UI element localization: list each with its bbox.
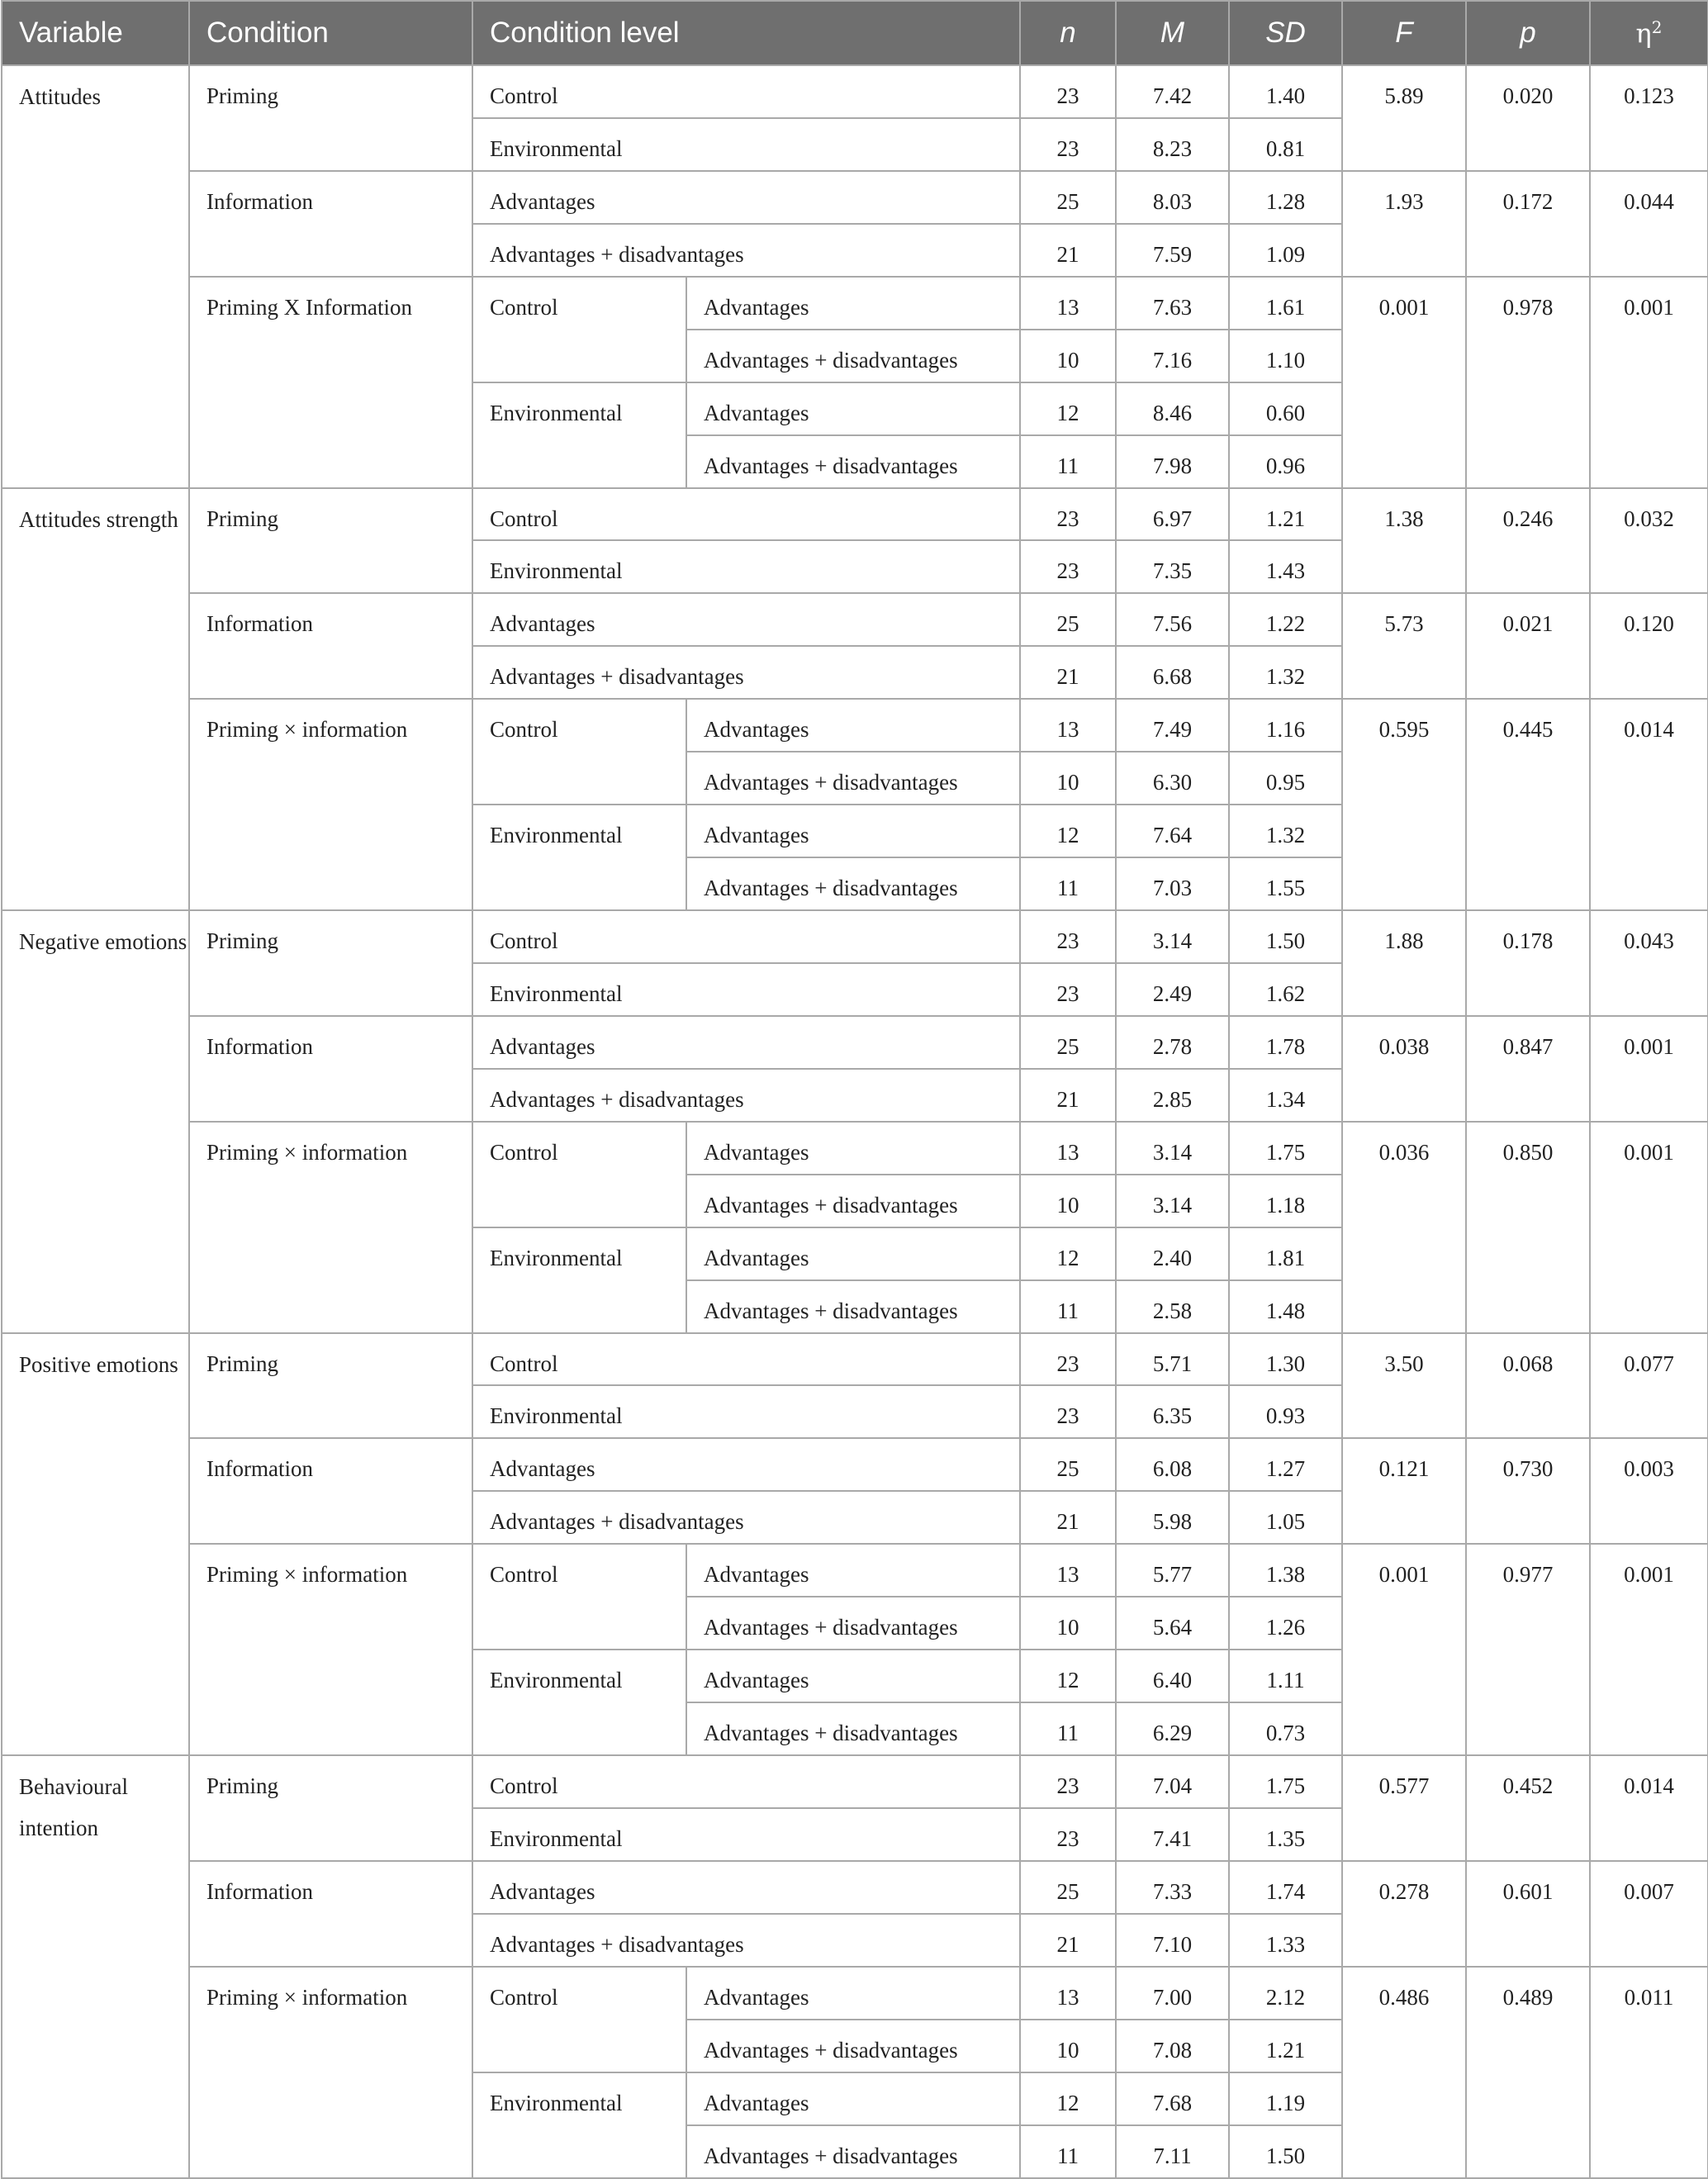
mean-value: 5.98 (1116, 1491, 1229, 1544)
condition-level: Advantages + disadvantages (472, 224, 1020, 277)
n-value: 10 (1020, 1175, 1116, 1227)
eta-squared-value: 0.007 (1590, 1861, 1708, 1967)
mean-value: 8.03 (1116, 171, 1229, 224)
n-value: 25 (1020, 1016, 1116, 1069)
condition-name: Priming (189, 910, 472, 1016)
condition-sublevel: Advantages + disadvantages (686, 330, 1020, 382)
sd-value: 1.75 (1229, 1755, 1342, 1808)
eta-squared-value: 0.044 (1590, 171, 1708, 277)
table-row (2, 65, 1708, 118)
variable-name: Positive emotions (2, 1333, 189, 1756)
condition-level: Environmental (472, 382, 686, 488)
mean-value: 7.98 (1116, 435, 1229, 488)
n-value: 10 (1020, 330, 1116, 382)
sd-value: 1.28 (1229, 171, 1342, 224)
mean-value: 7.63 (1116, 277, 1229, 330)
p-value: 0.020 (1466, 65, 1590, 171)
condition-level: Environmental (472, 540, 1020, 593)
n-value: 23 (1020, 540, 1116, 593)
p-value: 0.246 (1466, 488, 1590, 594)
mean-value: 7.41 (1116, 1808, 1229, 1861)
sd-value: 0.73 (1229, 1702, 1342, 1755)
eta-squared-value: 0.001 (1590, 277, 1708, 488)
sd-value: 0.81 (1229, 118, 1342, 171)
f-value: 0.595 (1342, 699, 1466, 910)
p-value: 0.977 (1466, 1544, 1590, 1755)
mean-value: 3.14 (1116, 910, 1229, 963)
mean-value: 3.14 (1116, 1122, 1229, 1175)
n-value: 13 (1020, 1967, 1116, 2020)
mean-value: 8.46 (1116, 382, 1229, 435)
header-eta: η (1635, 17, 1652, 50)
eta-squared-value: 0.014 (1590, 1755, 1708, 1861)
mean-value: 6.30 (1116, 752, 1229, 805)
sd-value: 1.32 (1229, 646, 1342, 699)
n-value: 12 (1020, 1650, 1116, 1702)
mean-value: 6.68 (1116, 646, 1229, 699)
mean-value: 7.42 (1116, 65, 1229, 118)
sd-value: 0.96 (1229, 435, 1342, 488)
sd-value: 1.22 (1229, 593, 1342, 646)
mean-value: 5.77 (1116, 1544, 1229, 1597)
condition-sublevel: Advantages + disadvantages (686, 857, 1020, 910)
condition-level: Control (472, 1967, 686, 2072)
f-value: 5.89 (1342, 65, 1466, 171)
p-value: 0.601 (1466, 1861, 1590, 1967)
sd-value: 1.32 (1229, 805, 1342, 857)
condition-level: Advantages (472, 1016, 1020, 1069)
eta-squared-value: 0.123 (1590, 65, 1708, 171)
variable-name: Attitudes strength (2, 488, 189, 911)
table-row (2, 593, 1708, 646)
condition-sublevel: Advantages + disadvantages (686, 435, 1020, 488)
sd-value: 1.16 (1229, 699, 1342, 752)
condition-name: Priming × information (189, 1544, 472, 1755)
eta-squared-value: 0.011 (1590, 1967, 1708, 2178)
condition-name: Priming × information (189, 1122, 472, 1333)
condition-level: Control (472, 1333, 1020, 1386)
sd-value: 1.10 (1229, 330, 1342, 382)
header-condition-level: Condition level (472, 1, 1020, 65)
table-row (2, 1755, 1708, 1808)
table-body (2, 65, 1708, 2178)
condition-name: Information (189, 593, 472, 699)
eta-squared-value: 0.001 (1590, 1544, 1708, 1755)
condition-level: Control (472, 488, 1020, 541)
p-value: 0.847 (1466, 1016, 1590, 1122)
mean-value: 6.40 (1116, 1650, 1229, 1702)
n-value: 21 (1020, 1914, 1116, 1967)
p-value: 0.445 (1466, 699, 1590, 910)
eta-squared-value: 0.077 (1590, 1333, 1708, 1439)
n-value: 23 (1020, 1808, 1116, 1861)
header-p: p (1466, 1, 1590, 65)
p-value: 0.068 (1466, 1333, 1590, 1439)
mean-value: 2.85 (1116, 1069, 1229, 1122)
p-value: 0.452 (1466, 1755, 1590, 1861)
n-value: 25 (1020, 1438, 1116, 1491)
n-value: 23 (1020, 963, 1116, 1016)
f-value: 0.038 (1342, 1016, 1466, 1122)
condition-level: Control (472, 65, 1020, 118)
condition-level: Environmental (472, 1650, 686, 1755)
table-row (2, 1122, 1708, 1175)
mean-value: 7.35 (1116, 540, 1229, 593)
p-value: 0.021 (1466, 593, 1590, 699)
f-value: 1.88 (1342, 910, 1466, 1016)
table-row (2, 1438, 1708, 1491)
mean-value: 7.59 (1116, 224, 1229, 277)
n-value: 13 (1020, 699, 1116, 752)
mean-value: 7.04 (1116, 1755, 1229, 1808)
eta-squared-value: 0.003 (1590, 1438, 1708, 1544)
mean-value: 5.64 (1116, 1597, 1229, 1650)
sd-value: 1.35 (1229, 1808, 1342, 1861)
condition-name: Priming (189, 65, 472, 171)
table-row (2, 1544, 1708, 1597)
f-value: 0.121 (1342, 1438, 1466, 1544)
variable-name: Behavioural intention (2, 1755, 189, 2178)
condition-sublevel: Advantages (686, 1650, 1020, 1702)
condition-level: Advantages + disadvantages (472, 646, 1020, 699)
condition-sublevel: Advantages (686, 805, 1020, 857)
sd-value: 1.40 (1229, 65, 1342, 118)
results-table (1, 0, 1708, 2179)
condition-level: Advantages (472, 593, 1020, 646)
eta-squared-value: 0.032 (1590, 488, 1708, 594)
p-value: 0.172 (1466, 171, 1590, 277)
table-row (2, 1967, 1708, 2020)
mean-value: 2.40 (1116, 1227, 1229, 1280)
condition-level: Environmental (472, 1808, 1020, 1861)
mean-value: 8.23 (1116, 118, 1229, 171)
condition-level: Control (472, 910, 1020, 963)
sd-value: 1.55 (1229, 857, 1342, 910)
n-value: 11 (1020, 2125, 1116, 2178)
header-n: n (1020, 1, 1116, 65)
condition-level: Advantages + disadvantages (472, 1914, 1020, 1967)
header-condition: Condition (189, 1, 472, 65)
mean-value: 7.49 (1116, 699, 1229, 752)
sd-value: 1.30 (1229, 1333, 1342, 1386)
condition-sublevel: Advantages + disadvantages (686, 1280, 1020, 1333)
header-row (2, 1, 1708, 65)
header-eta-sup: 2 (1651, 17, 1663, 37)
mean-value: 2.49 (1116, 963, 1229, 1016)
mean-value: 7.16 (1116, 330, 1229, 382)
sd-value: 1.21 (1229, 2020, 1342, 2072)
sd-value: 1.48 (1229, 1280, 1342, 1333)
sd-value: 1.34 (1229, 1069, 1342, 1122)
n-value: 23 (1020, 118, 1116, 171)
eta-squared-value: 0.001 (1590, 1122, 1708, 1333)
variable-name: Attitudes (2, 65, 189, 488)
condition-level: Control (472, 277, 686, 382)
condition-level: Advantages (472, 1438, 1020, 1491)
n-value: 11 (1020, 1280, 1116, 1333)
p-value: 0.730 (1466, 1438, 1590, 1544)
condition-level: Environmental (472, 118, 1020, 171)
sd-value: 0.60 (1229, 382, 1342, 435)
f-value: 3.50 (1342, 1333, 1466, 1439)
condition-name: Information (189, 1861, 472, 1967)
condition-sublevel: Advantages (686, 277, 1020, 330)
condition-level: Advantages + disadvantages (472, 1069, 1020, 1122)
condition-name: Priming × information (189, 1967, 472, 2178)
mean-value: 2.58 (1116, 1280, 1229, 1333)
n-value: 13 (1020, 1544, 1116, 1597)
condition-sublevel: Advantages (686, 1967, 1020, 2020)
sd-value: 1.38 (1229, 1544, 1342, 1597)
f-value: 0.486 (1342, 1967, 1466, 2178)
n-value: 13 (1020, 1122, 1116, 1175)
sd-value: 2.12 (1229, 1967, 1342, 2020)
sd-value: 1.75 (1229, 1122, 1342, 1175)
eta-squared-value: 0.001 (1590, 1016, 1708, 1122)
table-row (2, 1016, 1708, 1069)
sd-value: 1.09 (1229, 224, 1342, 277)
p-value: 0.178 (1466, 910, 1590, 1016)
p-value: 0.489 (1466, 1967, 1590, 2178)
sd-value: 1.18 (1229, 1175, 1342, 1227)
n-value: 23 (1020, 65, 1116, 118)
eta-squared-value: 0.043 (1590, 910, 1708, 1016)
condition-sublevel: Advantages (686, 1227, 1020, 1280)
condition-sublevel: Advantages (686, 382, 1020, 435)
sd-value: 1.21 (1229, 488, 1342, 541)
eta-squared-value: 0.014 (1590, 699, 1708, 910)
condition-sublevel: Advantages + disadvantages (686, 1597, 1020, 1650)
n-value: 11 (1020, 435, 1116, 488)
mean-value: 7.68 (1116, 2072, 1229, 2125)
variable-name: Negative emotions (2, 910, 189, 1333)
condition-level: Control (472, 1755, 1020, 1808)
sd-value: 1.19 (1229, 2072, 1342, 2125)
condition-level: Environmental (472, 1385, 1020, 1438)
condition-name: Priming (189, 1333, 472, 1439)
condition-level: Advantages (472, 1861, 1020, 1914)
n-value: 11 (1020, 857, 1116, 910)
f-value: 5.73 (1342, 593, 1466, 699)
condition-name: Information (189, 171, 472, 277)
mean-value: 7.08 (1116, 2020, 1229, 2072)
f-value: 0.001 (1342, 1544, 1466, 1755)
condition-sublevel: Advantages (686, 699, 1020, 752)
header-m: M (1116, 1, 1229, 65)
condition-name: Priming (189, 488, 472, 594)
sd-value: 1.11 (1229, 1650, 1342, 1702)
mean-value: 6.08 (1116, 1438, 1229, 1491)
sd-value: 1.05 (1229, 1491, 1342, 1544)
mean-value: 7.00 (1116, 1967, 1229, 2020)
mean-value: 6.35 (1116, 1385, 1229, 1438)
mean-value: 7.10 (1116, 1914, 1229, 1967)
sd-value: 1.33 (1229, 1914, 1342, 1967)
condition-level: Control (472, 1544, 686, 1650)
sd-value: 1.78 (1229, 1016, 1342, 1069)
mean-value: 5.71 (1116, 1333, 1229, 1386)
mean-value: 6.29 (1116, 1702, 1229, 1755)
condition-sublevel: Advantages + disadvantages (686, 1702, 1020, 1755)
sd-value: 1.43 (1229, 540, 1342, 593)
sd-value: 1.81 (1229, 1227, 1342, 1280)
f-value: 0.036 (1342, 1122, 1466, 1333)
condition-level: Control (472, 699, 686, 805)
n-value: 10 (1020, 2020, 1116, 2072)
condition-sublevel: Advantages + disadvantages (686, 752, 1020, 805)
sd-value: 1.27 (1229, 1438, 1342, 1491)
condition-level: Environmental (472, 1227, 686, 1333)
n-value: 21 (1020, 224, 1116, 277)
table-row (2, 699, 1708, 752)
condition-level: Environmental (472, 805, 686, 910)
condition-level: Control (472, 1122, 686, 1227)
f-value: 0.278 (1342, 1861, 1466, 1967)
n-value: 21 (1020, 1069, 1116, 1122)
header-eta-squared (1590, 1, 1708, 65)
condition-sublevel: Advantages + disadvantages (686, 2020, 1020, 2072)
sd-value: 1.61 (1229, 277, 1342, 330)
f-value: 0.001 (1342, 277, 1466, 488)
n-value: 21 (1020, 646, 1116, 699)
n-value: 10 (1020, 752, 1116, 805)
condition-level: Environmental (472, 2072, 686, 2178)
condition-name: Priming × information (189, 699, 472, 910)
mean-value: 7.56 (1116, 593, 1229, 646)
n-value: 21 (1020, 1491, 1116, 1544)
condition-name: Priming (189, 1755, 472, 1861)
condition-level: Environmental (472, 963, 1020, 1016)
sd-value: 1.26 (1229, 1597, 1342, 1650)
n-value: 23 (1020, 1385, 1116, 1438)
condition-name: Priming X Information (189, 277, 472, 488)
n-value: 23 (1020, 1333, 1116, 1386)
condition-name: Information (189, 1438, 472, 1544)
mean-value: 6.97 (1116, 488, 1229, 541)
condition-sublevel: Advantages (686, 1544, 1020, 1597)
sd-value: 1.62 (1229, 963, 1342, 1016)
header-sd: SD (1229, 1, 1342, 65)
n-value: 12 (1020, 2072, 1116, 2125)
mean-value: 7.03 (1116, 857, 1229, 910)
sd-value: 1.50 (1229, 2125, 1342, 2178)
n-value: 23 (1020, 910, 1116, 963)
table-row (2, 488, 1708, 541)
n-value: 10 (1020, 1597, 1116, 1650)
n-value: 23 (1020, 1755, 1116, 1808)
table-row (2, 1861, 1708, 1914)
sd-value: 0.93 (1229, 1385, 1342, 1438)
condition-level: Advantages (472, 171, 1020, 224)
header-variable: Variable (2, 1, 189, 65)
n-value: 12 (1020, 805, 1116, 857)
n-value: 11 (1020, 1702, 1116, 1755)
n-value: 12 (1020, 1227, 1116, 1280)
f-value: 1.93 (1342, 171, 1466, 277)
condition-level: Advantages + disadvantages (472, 1491, 1020, 1544)
table-row (2, 277, 1708, 330)
condition-sublevel: Advantages + disadvantages (686, 1175, 1020, 1227)
table-row (2, 910, 1708, 963)
eta-squared-value: 0.120 (1590, 593, 1708, 699)
condition-sublevel: Advantages (686, 2072, 1020, 2125)
n-value: 25 (1020, 593, 1116, 646)
f-value: 1.38 (1342, 488, 1466, 594)
sd-value: 0.95 (1229, 752, 1342, 805)
mean-value: 7.64 (1116, 805, 1229, 857)
n-value: 25 (1020, 171, 1116, 224)
mean-value: 3.14 (1116, 1175, 1229, 1227)
n-value: 23 (1020, 488, 1116, 541)
n-value: 13 (1020, 277, 1116, 330)
n-value: 25 (1020, 1861, 1116, 1914)
mean-value: 7.33 (1116, 1861, 1229, 1914)
condition-sublevel: Advantages (686, 1122, 1020, 1175)
condition-name: Information (189, 1016, 472, 1122)
f-value: 0.577 (1342, 1755, 1466, 1861)
p-value: 0.978 (1466, 277, 1590, 488)
header-f: F (1342, 1, 1466, 65)
mean-value: 2.78 (1116, 1016, 1229, 1069)
condition-sublevel: Advantages + disadvantages (686, 2125, 1020, 2178)
n-value: 12 (1020, 382, 1116, 435)
mean-value: 7.11 (1116, 2125, 1229, 2178)
sd-value: 1.74 (1229, 1861, 1342, 1914)
table-row (2, 171, 1708, 224)
table-row (2, 1333, 1708, 1386)
p-value: 0.850 (1466, 1122, 1590, 1333)
sd-value: 1.50 (1229, 910, 1342, 963)
